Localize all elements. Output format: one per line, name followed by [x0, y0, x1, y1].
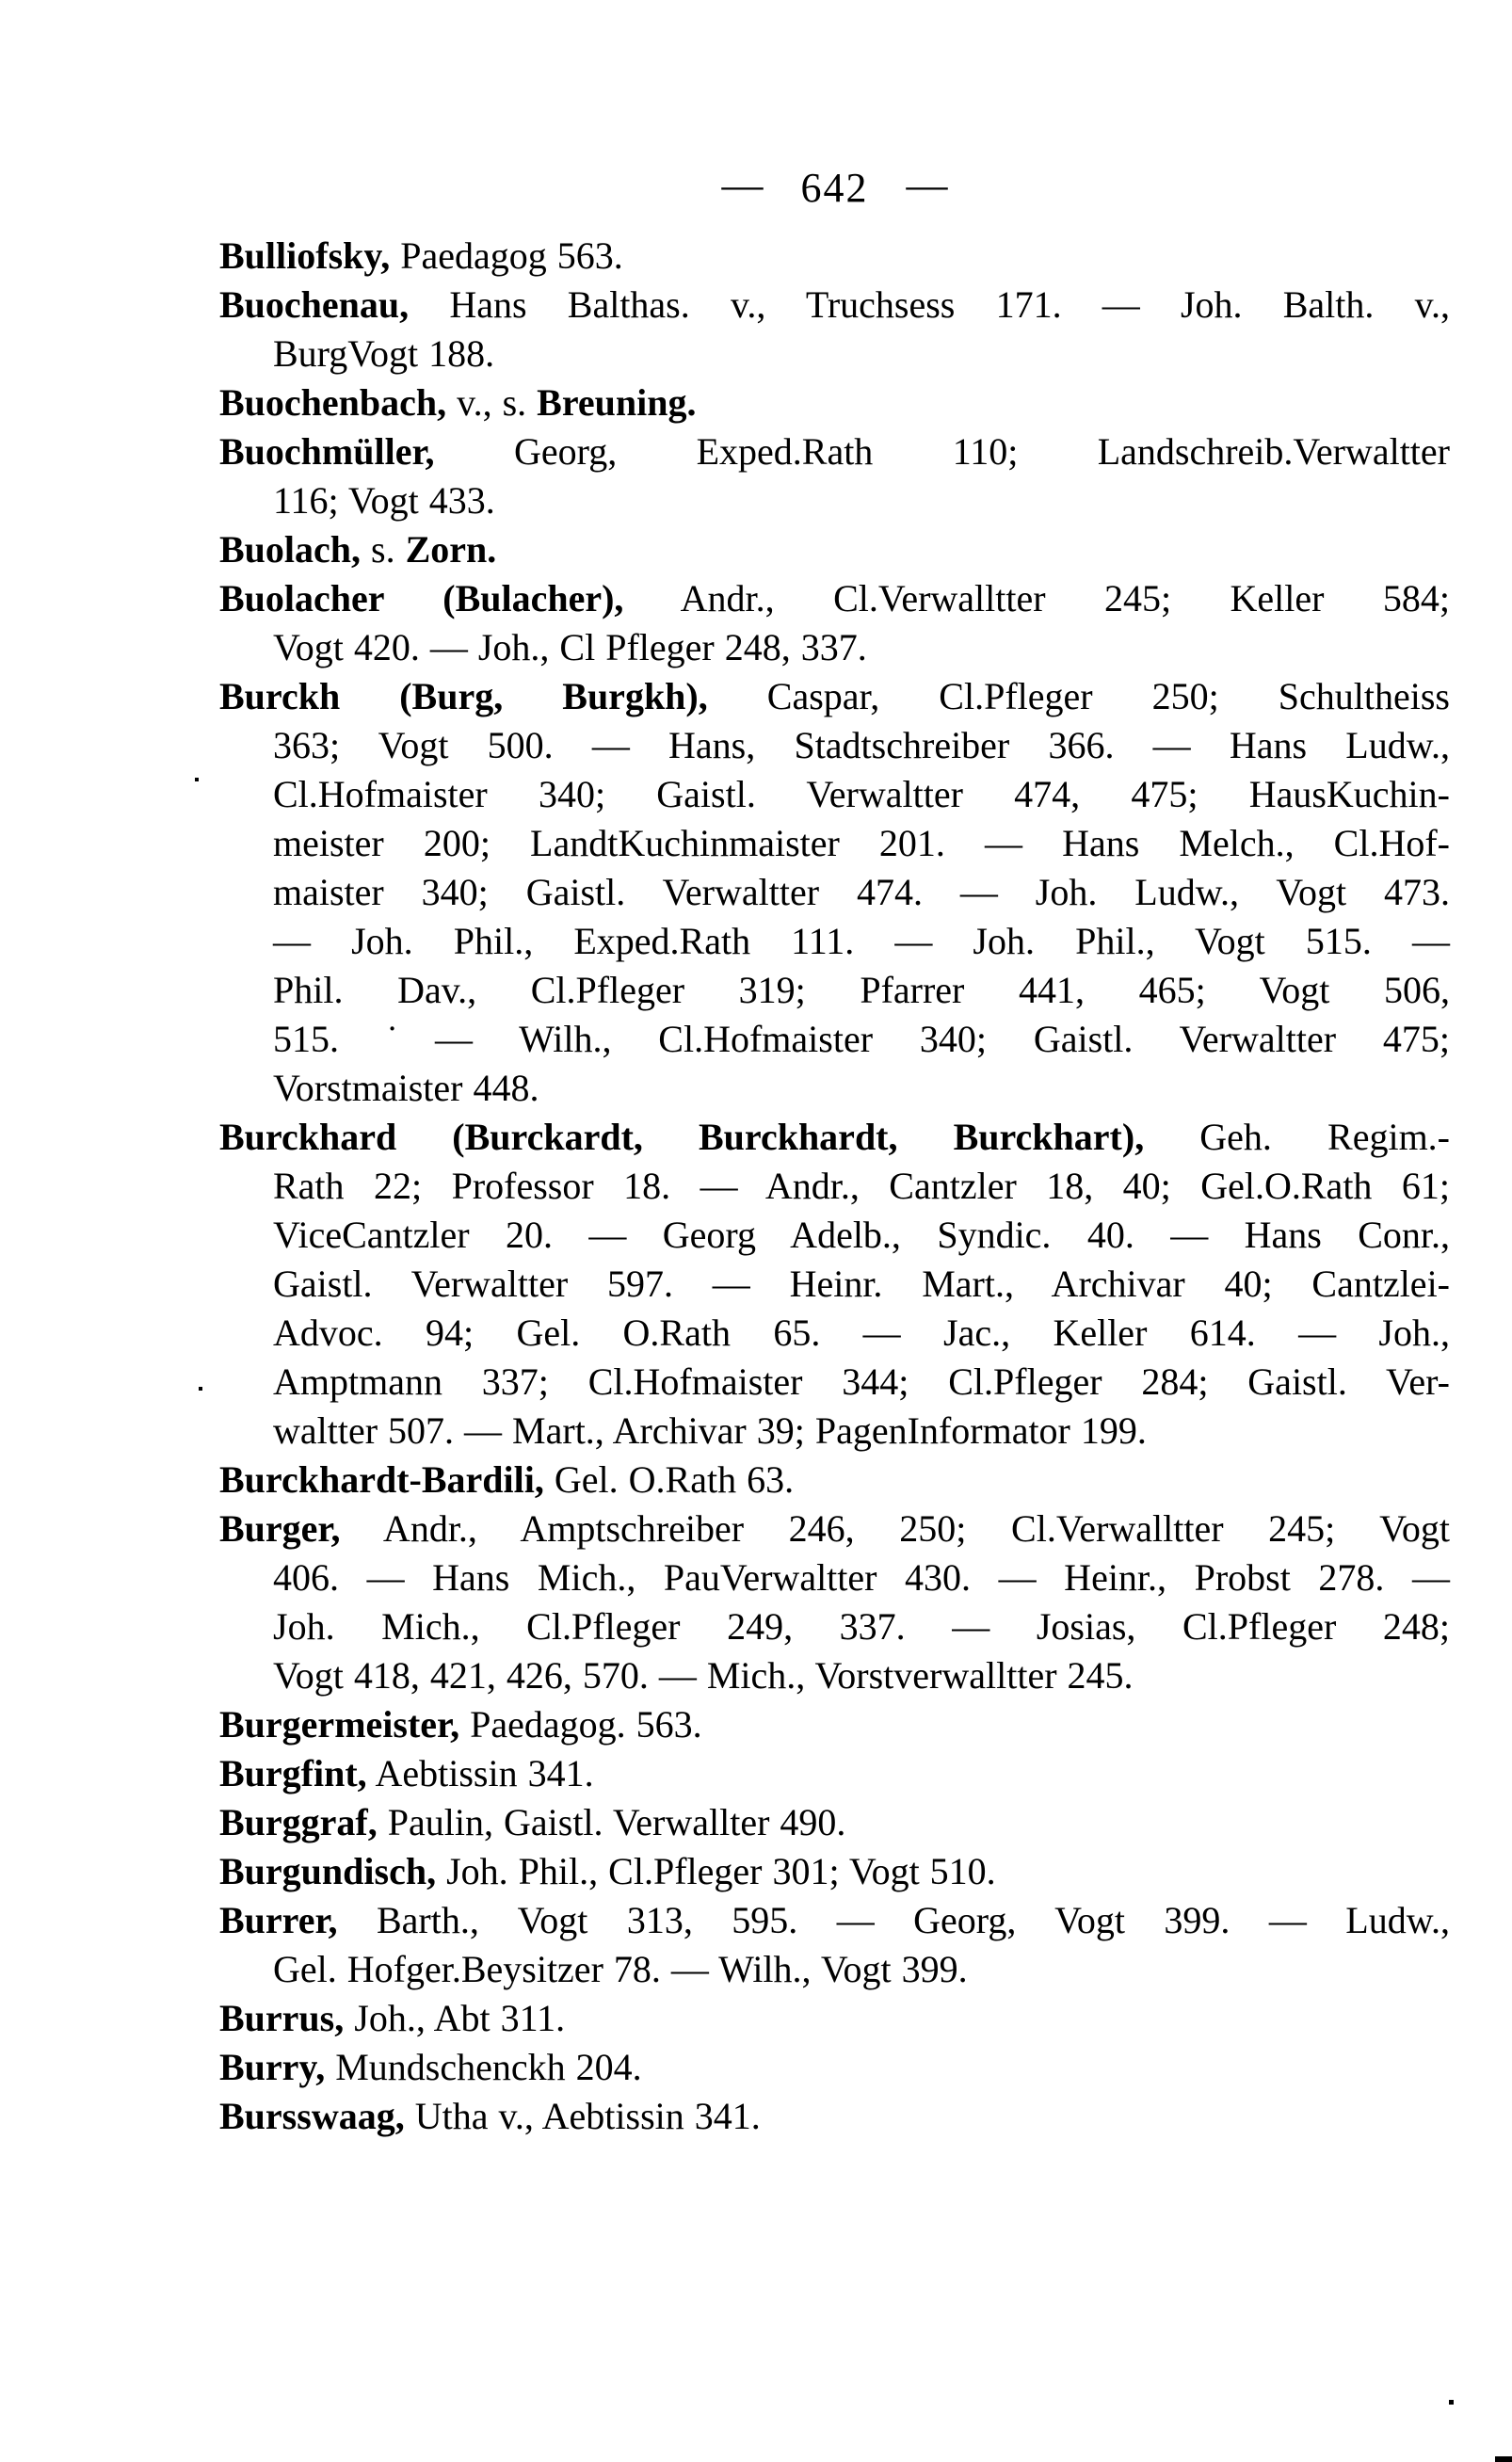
entry-text: meister 200; LandtKuchinmaister 201. — Hans Melch., Cl.Hof- — [273, 822, 1450, 864]
entry-line — [219, 1749, 1450, 1798]
entry-line — [219, 1162, 1450, 1211]
entry-headword: Buochenbach, — [219, 381, 447, 424]
index-entry — [219, 281, 1450, 378]
entry-line — [219, 330, 1450, 378]
entry-text: Andr., Amptschreiber 246, 250; Cl.Verwalltter 245; Vogt — [340, 1507, 1450, 1550]
entry-headword: Bulliofsky, — [219, 234, 391, 277]
entry-line — [219, 574, 1450, 623]
entry-line — [219, 2092, 1450, 2141]
entry-line — [219, 378, 1450, 427]
entry-line — [219, 1896, 1450, 1945]
entry-text: Paulin, Gaistl. Verwallter 490. — [377, 1801, 846, 1843]
scan-speck — [1495, 2456, 1512, 2462]
entry-text: Advoc. 94; Gel. O.Rath 65. — Jac., Keller 614. — Joh., — [273, 1311, 1450, 1354]
entry-text: Geh. Regim.- — [1144, 1116, 1451, 1158]
entry-headword: Burckhardt-Bardili, — [219, 1458, 544, 1501]
entry-headword: Zorn. — [405, 528, 497, 571]
entry-line — [219, 966, 1450, 1015]
entry-line — [219, 721, 1450, 770]
index-entry — [219, 1749, 1450, 1798]
index-entry — [219, 1700, 1450, 1749]
entry-headword: Bursswaag, — [219, 2095, 405, 2137]
entry-line — [219, 1847, 1450, 1896]
entry-line — [219, 1358, 1450, 1407]
entry-line — [219, 2043, 1450, 2092]
entry-text: Cl.Hofmaister 340; Gaistl. Verwaltter 474, 475; HausKuchin- — [273, 773, 1450, 815]
entry-text: ViceCantzler 20. — Georg Adelb., Syndic. 40. — Hans Conr., — [273, 1214, 1450, 1256]
entry-text: Paedagog 563. — [390, 234, 623, 277]
scan-speck — [1449, 2400, 1454, 2405]
entry-text: s. — [361, 528, 406, 571]
page-number: 642 — [800, 165, 869, 211]
entry-text: Vogt 418, 421, 426, 570. — Mich., Vorstverwalltter 245. — [273, 1654, 1134, 1697]
entry-text: 406. — Hans Mich., PauVerwaltter 430. — Heinr., Probst 278. — — [273, 1556, 1450, 1599]
entry-text: 515. ˙— Wilh., Cl.Hofmaister 340; Gaistl. Verwaltter 475; — [273, 1018, 1450, 1060]
entry-headword: Burry, — [219, 2046, 326, 2088]
entry-headword: Buolacher (Bulacher), — [219, 577, 624, 620]
entry-text: Joh. Mich., Cl.Pfleger 249, 337. — Josias, Cl.Pfleger 248; — [273, 1605, 1450, 1648]
entry-headword: Burrer, — [219, 1899, 338, 1941]
entry-line — [219, 1309, 1450, 1358]
entry-line — [219, 281, 1450, 330]
entry-line — [219, 1700, 1450, 1749]
index-entry — [219, 1896, 1450, 1994]
entry-text: Gel. O.Rath 63. — [543, 1458, 795, 1501]
entry-headword: Burrus, — [219, 1997, 345, 2039]
entry-text: Mundschenckh 204. — [325, 2046, 642, 2088]
entry-text: Gel. Hofger.Beysitzer 78. — Wilh., Vogt 399. — [273, 1948, 968, 1990]
entry-line — [219, 917, 1450, 966]
index-entry — [219, 1847, 1450, 1896]
entry-line — [219, 1015, 1450, 1064]
entry-text: Barth., Vogt 313, 595. — Georg, Vogt 399. — Ludw., — [337, 1899, 1450, 1941]
entry-headword: Buochenau, — [219, 283, 410, 326]
entry-line — [219, 623, 1450, 672]
entry-text: v., s. — [446, 381, 538, 424]
page-header — [219, 162, 1450, 211]
entry-text: 363; Vogt 500. — Hans, Stadtschreiber 366. — Hans Ludw., — [273, 724, 1450, 766]
entry-line — [219, 672, 1450, 721]
index-entry — [219, 574, 1450, 672]
entry-headword: Burgermeister, — [219, 1703, 460, 1746]
entry-text: maister 340; Gaistl. Verwaltter 474. — Joh. Ludw., Vogt 473. — [273, 871, 1450, 913]
entry-text: Phil. Dav., Cl.Pfleger 319; Pfarrer 441, 465; Vogt 506, — [273, 969, 1450, 1011]
entry-text: Gaistl. Verwaltter 597. — Heinr. Mart., Archivar 40; Cantzlei- — [273, 1263, 1450, 1305]
entry-line — [219, 1945, 1450, 1994]
entry-text: Paedagog. 563. — [459, 1703, 702, 1746]
entry-headword: Buochmüller, — [219, 430, 435, 473]
entry-text: Caspar, Cl.Pfleger 250; Schultheiss — [707, 675, 1450, 717]
entry-headword: Burgfint, — [219, 1752, 367, 1794]
index-entry — [219, 2043, 1450, 2092]
entry-text: Hans Balthas. v., Truchsess 171. — Joh. Balth. v., — [409, 283, 1450, 326]
entry-text: Aebtissin 341. — [366, 1752, 594, 1794]
entry-line — [219, 1798, 1450, 1847]
entry-line — [219, 232, 1450, 281]
entry-line — [219, 1994, 1450, 2043]
index-entry — [219, 427, 1450, 525]
index-entry — [219, 378, 1450, 427]
header-dash-left: — — [721, 162, 764, 208]
index-entry — [219, 1456, 1450, 1505]
index-entry — [219, 1994, 1450, 2043]
entry-headword: Burgundisch, — [219, 1850, 437, 1892]
entry-line — [219, 525, 1450, 574]
entry-text: Amptmann 337; Cl.Hofmaister 344; Cl.Pfleger 284; Gaistl. Ver- — [273, 1360, 1450, 1403]
entry-line — [219, 1211, 1450, 1260]
entry-line — [219, 1602, 1450, 1651]
entry-line — [219, 1651, 1450, 1700]
entry-text: Rath 22; Professor 18. — Andr., Cantzler 18, 40; Gel.O.Rath 61; — [273, 1165, 1450, 1207]
entry-line — [219, 1064, 1450, 1113]
entry-headword: Burckh (Burg, Burgkh), — [219, 675, 708, 717]
entry-line — [219, 1260, 1450, 1309]
entry-text: — Joh. Phil., Exped.Rath 111. — Joh. Phil., Vogt 515. — — [273, 920, 1450, 962]
entry-line — [219, 1113, 1450, 1162]
index-list — [219, 232, 1450, 2141]
entry-line — [219, 770, 1450, 819]
entry-line — [219, 427, 1450, 476]
entry-headword: Breuning. — [537, 381, 697, 424]
entry-text: Joh., Abt 311. — [344, 1997, 566, 2039]
index-entry — [219, 2092, 1450, 2141]
entry-line — [219, 476, 1450, 525]
entry-text: 116; Vogt 433. — [273, 479, 495, 522]
header-dash-right: — — [906, 162, 948, 208]
entry-line — [219, 868, 1450, 917]
index-entry — [219, 232, 1450, 281]
entry-headword: Burger, — [219, 1507, 341, 1550]
entry-text: waltter 507. — Mart., Archivar 39; PagenInformator 199. — [273, 1409, 1147, 1452]
entry-headword: Burggraf, — [219, 1801, 378, 1843]
entry-line — [219, 819, 1450, 868]
entry-text: Andr., Cl.Verwalltter 245; Keller 584; — [623, 577, 1450, 620]
entry-headword: Burckhard (Burckardt, Burckhardt, Burckhart), — [219, 1116, 1145, 1158]
entry-line — [219, 1407, 1450, 1456]
index-entry — [219, 1113, 1450, 1456]
scan-speck — [195, 778, 199, 781]
entry-text: BurgVogt 188. — [273, 332, 495, 375]
entry-text: Utha v., Aebtissin 341. — [404, 2095, 761, 2137]
scan-speck — [199, 1387, 202, 1391]
entry-text: Joh. Phil., Cl.Pfleger 301; Vogt 510. — [436, 1850, 996, 1892]
index-entry — [219, 1505, 1450, 1700]
entry-text: Vogt 420. — Joh., Cl Pfleger 248, 337. — [273, 626, 867, 668]
index-entry — [219, 1798, 1450, 1847]
entry-line — [219, 1456, 1450, 1505]
entry-line — [219, 1505, 1450, 1553]
index-entry — [219, 672, 1450, 1113]
entry-line — [219, 1553, 1450, 1602]
entry-headword: Buolach, — [219, 528, 362, 571]
index-entry — [219, 525, 1450, 574]
entry-text: Georg, Exped.Rath 110; Landschreib.Verwaltter — [434, 430, 1450, 473]
entry-text: Vorstmaister 448. — [273, 1067, 539, 1109]
